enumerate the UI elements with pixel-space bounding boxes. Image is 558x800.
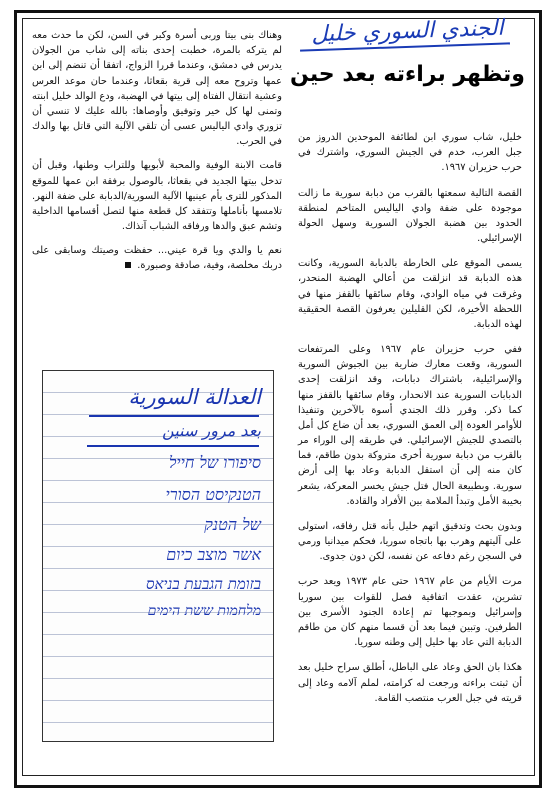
note-line: סיפורו של חייל	[168, 453, 261, 472]
paragraph: ففي حرب حزيران عام ١٩٦٧ وعلى المرتفعات السورية، وقعت معارك ضارية بين الجيوش السورية والإسرائيلية، باشتراك دبابات، وقد انزلقت إحدى الدبابات السورية عند الانحدار، وقام سائقها بالقفز منها كما ذكر. وقرر ذلك الجندي أسوة بالآخرين وتنفيذا للأوامر العودة إلى العمق السوري، بعد أن ضاع كل أمل بالتصدي للجيش الإسرائيلي. في طريقه إلى الوراء مر بالقرب من دبابة سورية أخرى متروكة بدون طاقم، فما كان منه إلى أن استقل الدبابة وعاد بها إلى أرض سورية. وبطبيعة الحال فتل جيش يخسر المعركة، يشعر بخيبة الأمل وتبدأ الملامة بين الأفراد والقادة.	[298, 344, 522, 507]
paragraph-final	[32, 243, 282, 273]
paragraph: القصة التالية سمعتها بالقرب من دبابة سورية ما زالت موجودة على ضفة وادي الياليس المتاخم لمنطقة الحدود بين هضبة الجولان السورية وسهل الحولة الإسرائيلي.	[298, 187, 522, 245]
note-line: אשר מוצב כיום	[166, 545, 261, 564]
note-line: العدالة السورية	[128, 385, 261, 409]
article-column-left	[32, 28, 282, 283]
note-line: بعد مرور سنين	[162, 421, 261, 440]
article-column-right	[298, 130, 522, 716]
note-underline	[87, 445, 259, 447]
paragraph: يسمى الموقع على الخارطة بالدبابة السورية، وكانت هذه الدبابة قد انزلقت من أعالي الهضبة المنحدر، وغرقت في مياه الوادي، وقام سائقها بالقفز منها في اللحظة الأخيرة، لكن القليلين يعرفون القصة الحقيقية لهذه الدبابة.	[298, 258, 522, 330]
article-headline: وتظهر براءته بعد حين	[290, 62, 525, 87]
handwritten-note-card	[42, 370, 274, 742]
paragraph: مرت الأيام من عام ١٩٦٧ حتى عام ١٩٧٣ ويعد حرب تشرين، عقدت اتفاقية فصل للقوات بين سوريا وإسرائيل وبموجبها تم إعادة الجنود الأسرى بين الطرفين. وتبين فيما بعد أن قسما منهم كان من طاقم الدبابة التي عاد بها خليل إلى وطنه سوريا.	[298, 576, 522, 649]
paragraph: وهناك بنى بيتا وربى أسرة وكبر في السن، لكن ما حدث معه لم يتركه بالمرة، خطبت إحدى بناته إلى شاب من الجولان يدرس في دمشق، وعندما قررا الزواج، اتفقا أن تنضم إلى ابن عمها وتروح معه إلى قرية بقعاثا، وعندما حان موعد العرس وعشية انتقال الفتاة إلى بيتها في الهضبة، ودع الوالد خليل ابنته وتمنى لها كل خير وتوفيق وأوصاها: بالله عليك لا تنسي أن تزوري وادي الياليس عسى أن تلقي الآلية التي قاتل بها والدك في الحرب.	[32, 30, 282, 148]
note-line: של הטנק	[204, 515, 261, 534]
note-line: מלחמות ששת הימים	[147, 603, 261, 619]
note-line: בזומת הגבעת בניאס	[145, 575, 261, 593]
end-mark-icon	[125, 262, 131, 268]
paragraph: وبدون بحث وتدقيق اتهم خليل بأنه قتل رفاقه، استولى على آليتهم وهرب بها باتجاه سوريا، فحكم ميدانيا ورمي في السجن رغم دفاعه عن نفسه، لكن دون جدوى.	[298, 520, 522, 563]
paragraph: خليل، شاب سوري ابن لطائفة الموحدين الدروز من جبل العرب، خدم في الجيش السوري، واشترك في حرب حزيران ١٩٦٧.	[298, 132, 522, 174]
handwritten-title: الجندي السوري خليل	[310, 15, 505, 48]
note-underline	[89, 415, 259, 417]
closing-text: نعم يا والدي ويا قرة عيني... حفظت وصيتك وسابقى على دربك مخلصة، وفية، صادقة وصبورة.	[32, 245, 282, 272]
note-line: הטנקיסט הסורי	[165, 485, 261, 504]
paragraph: هكذا بان الحق وعاد على الباطل، أطلق سراح خليل بعد أن ثبتت براءته ورجعت له كرامته، لملم آلامه وعاد إلى قريته في جبل العرب منتصب القامة.	[298, 662, 522, 704]
paragraph: قامت الابنة الوفية والمحبة لأبويها وللتراب وطنها، وقبل أن تدخل بيتها الجديد في بقعاثا، بالوصول برفقة ابن عمها للموقع المذكور للترى بأم عينيها الآلية السورية/الدبابة على ضفة النهر. تلامسها بأناملها وتتفقد كل قطعة منها لتصل أقسامها الداخلية وتشم عبق والدها ورفاقه الشباب آنذاك.	[32, 160, 282, 233]
